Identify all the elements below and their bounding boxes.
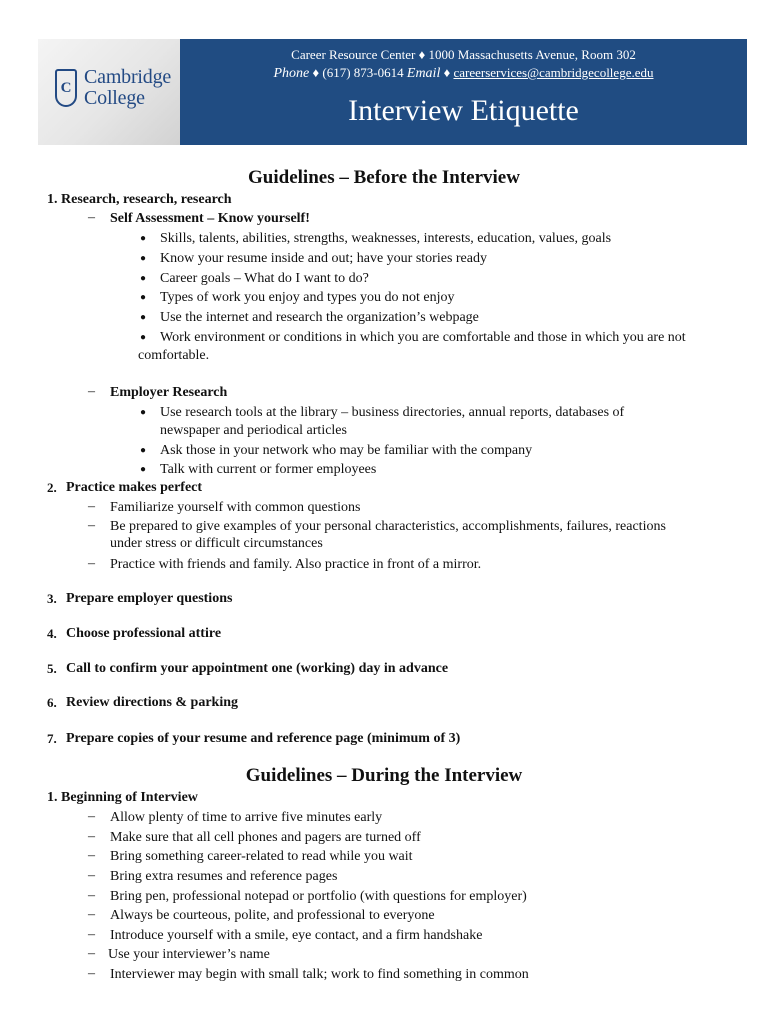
list-item-continued: newspaper and periodical articles xyxy=(160,423,347,438)
dash-marker: – xyxy=(88,888,95,903)
step-number: 6. xyxy=(47,695,57,710)
list-item: Talk with current or former employees xyxy=(160,462,377,477)
bullet-marker: ● xyxy=(140,292,147,303)
during-heading: Guidelines – During the Interview xyxy=(245,765,523,786)
dash-marker: – xyxy=(88,907,95,922)
contact-line xyxy=(180,65,747,82)
dash-marker: – xyxy=(88,848,95,863)
step-number: 5. xyxy=(47,661,57,676)
email-label: Email xyxy=(406,66,441,81)
bullet-marker: ● xyxy=(140,464,147,475)
logo-line-2: College xyxy=(84,87,145,109)
email-separator: ♦ xyxy=(443,65,451,80)
bullet-marker: ● xyxy=(140,312,147,323)
list-item-continued: under stress or difficult circumstances xyxy=(110,536,323,551)
list-item: Ask those in your network who may be familiar with the company xyxy=(160,443,533,458)
list-item: Bring something career-related to read while you wait xyxy=(110,849,413,864)
list-item: Skills, talents, abilities, strengths, weaknesses, interests, education, values, goals xyxy=(160,231,612,246)
logo-wordmark xyxy=(84,67,171,109)
dash-marker: – xyxy=(88,384,95,399)
list-item: Introduce yourself with a smile, eye contact, and a firm handshake xyxy=(110,928,483,943)
dash-marker: – xyxy=(88,946,95,961)
step-label: Prepare copies of your resume and reference page (minimum of 3) xyxy=(66,731,461,746)
list-item: Career goals – What do I want to do? xyxy=(160,271,369,286)
dash-marker: – xyxy=(88,966,95,981)
page-title: Interview Etiquette xyxy=(348,94,579,127)
list-item: Always be courteous, polite, and professional to everyone xyxy=(110,908,435,923)
step-number: 2. xyxy=(47,480,57,495)
phone-label: Phone xyxy=(273,66,310,81)
step-number: 7. xyxy=(47,731,57,746)
step-number: 3. xyxy=(47,591,57,606)
dash-marker: – xyxy=(88,927,95,942)
step-label: Choose professional attire xyxy=(66,626,222,641)
dash-marker: – xyxy=(88,868,95,883)
employer-research-heading: Employer Research xyxy=(110,385,228,400)
list-item: Allow plenty of time to arrive five minutes early xyxy=(110,810,383,825)
list-item: Familiarize yourself with common questions xyxy=(110,500,361,515)
dash-marker: – xyxy=(88,210,95,225)
list-item: Types of work you enjoy and types you do not enjoy xyxy=(160,290,455,305)
list-item: Bring extra resumes and reference pages xyxy=(110,869,338,884)
bullet-marker: ● xyxy=(140,273,147,284)
bullet-marker: ● xyxy=(140,233,147,244)
list-item: Bring pen, professional notepad or portfolio (with questions for employer) xyxy=(110,889,527,904)
header-banner xyxy=(180,39,747,145)
list-item-continued: comfortable. xyxy=(138,348,210,363)
list-item: Interviewer may begin with small talk; work to find something in common xyxy=(110,967,529,982)
email-link[interactable]: careerservices@cambridgecollege.edu xyxy=(453,65,654,80)
step-label: Call to confirm your appointment one (working) day in advance xyxy=(66,661,449,676)
letterhead xyxy=(38,39,747,145)
logo-line-1: Cambridge xyxy=(84,66,172,88)
self-assessment-heading: Self Assessment – Know yourself! xyxy=(110,211,310,226)
beginning-heading: 1. Beginning of Interview xyxy=(47,790,198,805)
phone-number: ♦ (617) 873-0614 xyxy=(312,65,404,80)
dash-marker: – xyxy=(88,518,95,533)
step-label: Prepare employer questions xyxy=(66,591,233,606)
dash-marker: – xyxy=(88,556,95,571)
list-item: Make sure that all cell phones and pagers are turned off xyxy=(110,830,421,845)
college-logo xyxy=(38,39,180,145)
list-item: Use research tools at the library – business directories, annual reports, databases of xyxy=(160,405,625,420)
practice-heading: Practice makes perfect xyxy=(66,480,203,495)
step-label: Review directions & parking xyxy=(66,695,239,710)
list-item: Work environment or conditions in which you are comfortable and those in which you are not xyxy=(160,330,686,345)
list-item: Practice with friends and family. Also practice in front of a mirror. xyxy=(110,557,482,572)
dash-marker: – xyxy=(88,809,95,824)
college-seal-icon: C xyxy=(55,69,77,107)
dash-marker: – xyxy=(88,829,95,844)
dash-marker: – xyxy=(88,499,95,514)
list-item: Use your interviewer’s name xyxy=(108,947,270,962)
list-item: Use the internet and research the organization’s webpage xyxy=(160,310,479,325)
bullet-marker: ● xyxy=(140,445,147,456)
bullet-marker: ● xyxy=(140,407,147,418)
research-item: 1. Research, research, research xyxy=(47,192,232,207)
bullet-marker: ● xyxy=(140,253,147,264)
list-item: Be prepared to give examples of your personal characteristics, accomplishments, failures, reactions xyxy=(110,519,666,534)
before-heading: Guidelines – Before the Interview xyxy=(248,167,520,188)
address-line: Career Resource Center ♦ 1000 Massachusetts Avenue, Room 302 xyxy=(291,47,636,62)
step-number: 4. xyxy=(47,626,57,641)
bullet-marker: ● xyxy=(140,332,147,343)
list-item: Know your resume inside and out; have your stories ready xyxy=(160,251,487,266)
